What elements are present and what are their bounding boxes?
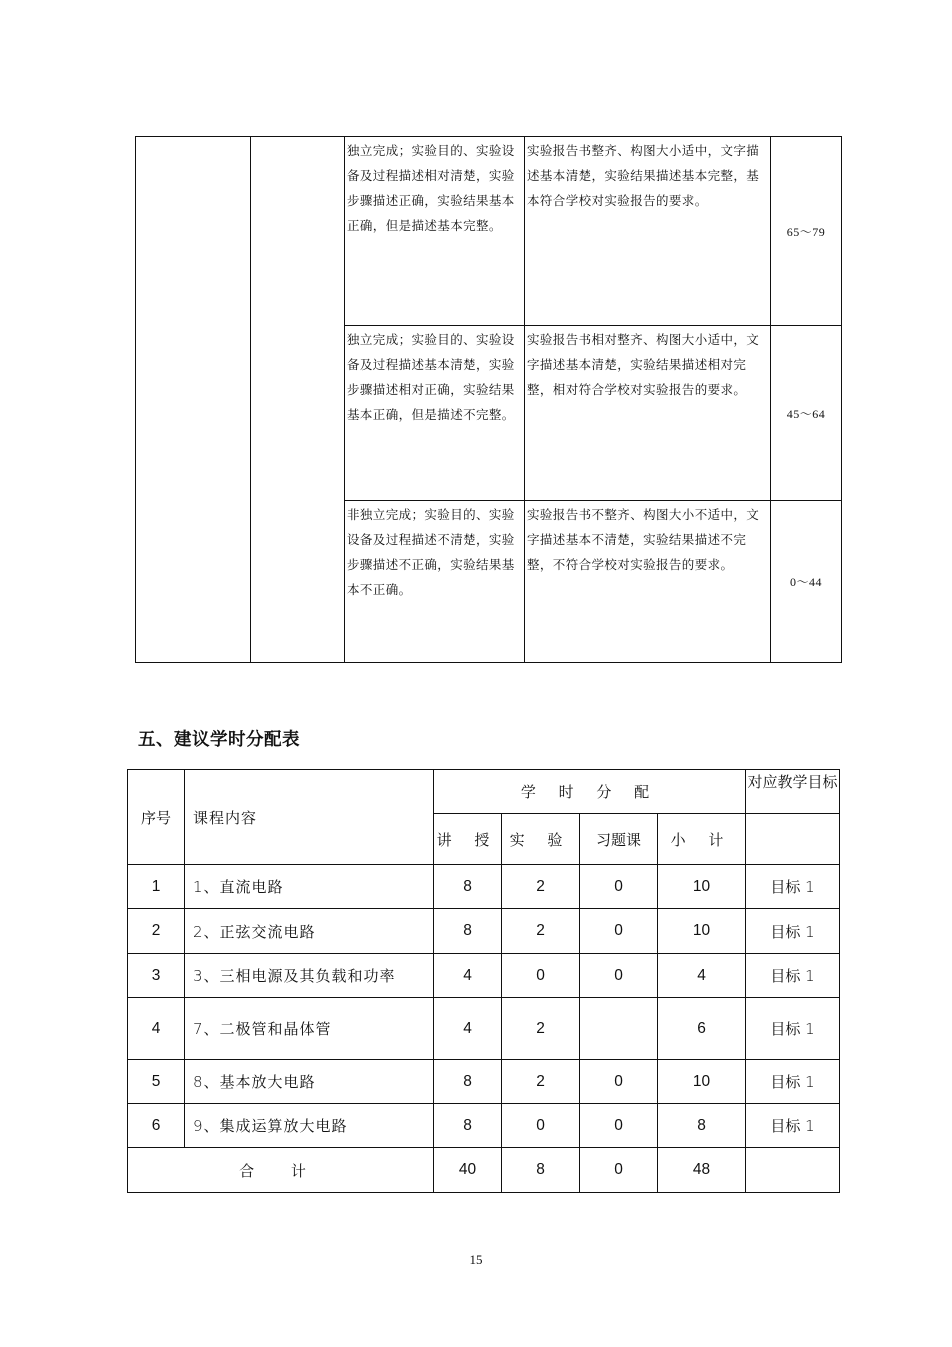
cell-experiment: 0: [502, 954, 580, 998]
cell-experiment: 0: [502, 1104, 580, 1148]
cell-content: 7、二极管和晶体管: [185, 998, 434, 1060]
rubric-report-desc: 实验报告书整齐、构图大小适中，文字描述基本清楚，实验结果描述基本完整，基本符合学校对实验报告的要求。: [525, 137, 771, 326]
total-exercise: 0: [580, 1148, 658, 1193]
cell-lecture: 4: [434, 998, 502, 1060]
cell-seq: 4: [128, 998, 185, 1060]
cell-experiment: 2: [502, 998, 580, 1060]
cell-goal: 目标 1: [746, 1060, 840, 1104]
cell-content: 3、三相电源及其负载和功率: [185, 954, 434, 998]
cell-exercise: 0: [580, 1060, 658, 1104]
header-goal-blank: [746, 814, 840, 865]
rubric-report-desc: 实验报告书不整齐、构图大小不适中，文字描述基本不清楚，实验结果描述不完整，不符合学校对实验报告的要求。: [525, 501, 771, 663]
cell-content: 8、基本放大电路: [185, 1060, 434, 1104]
cell-seq: 1: [128, 865, 185, 909]
rubric-score: 45～64: [771, 326, 842, 501]
header-lecture: 讲 授: [434, 814, 502, 865]
cell-exercise: 0: [580, 909, 658, 954]
total-experiment: 8: [502, 1148, 580, 1193]
rubric-process-desc: 独立完成；实验目的、实验设备及过程描述相对清楚，实验步骤描述正确，实验结果基本正确，但是描述基本完整。: [345, 137, 525, 326]
cell-lecture: 8: [434, 1060, 502, 1104]
total-row: [128, 1148, 840, 1193]
cell-experiment: 2: [502, 865, 580, 909]
cell-goal: 目标 1: [746, 1104, 840, 1148]
rubric-score: 0～44: [771, 501, 842, 663]
header-subtotal: 小 计: [658, 814, 746, 865]
cell-subtotal: 8: [658, 1104, 746, 1148]
cell-goal: 目标 1: [746, 909, 840, 954]
cell-seq: 5: [128, 1060, 185, 1104]
cell-subtotal: 10: [658, 865, 746, 909]
header-goal-text: 对应教学目标: [747, 773, 838, 791]
cell-experiment: 2: [502, 909, 580, 954]
cell-subtotal: 10: [658, 1060, 746, 1104]
cell-subtotal: 6: [658, 998, 746, 1060]
rubric-report-desc: 实验报告书相对整齐、构图大小适中，文字描述基本清楚，实验结果描述相对完整，相对符合学校对实验报告的要求。: [525, 326, 771, 501]
cell-exercise: 0: [580, 1104, 658, 1148]
table-row: [128, 1104, 840, 1148]
cell-seq: 3: [128, 954, 185, 998]
cell-lecture: 8: [434, 909, 502, 954]
cell-subtotal: 10: [658, 909, 746, 954]
cell-exercise: 0: [580, 954, 658, 998]
rubric-item-cell: [251, 137, 345, 663]
table-row: [128, 909, 840, 954]
total-goal: [746, 1148, 840, 1193]
cell-lecture: 8: [434, 1104, 502, 1148]
cell-content: 9、集成运算放大电路: [185, 1104, 434, 1148]
rubric-process-desc: 非独立完成；实验目的、实验设备及过程描述不清楚，实验步骤描述不正确，实验结果基本不正确。: [345, 501, 525, 663]
cell-exercise: 0: [580, 865, 658, 909]
lab-rubric-table: [135, 136, 842, 663]
table-row: [128, 865, 840, 909]
rubric-category-cell: [136, 137, 251, 663]
header-seq: 序号: [128, 770, 185, 865]
cell-content: 2、正弦交流电路: [185, 909, 434, 954]
section-title: 五、建议学时分配表: [138, 730, 300, 750]
table-row: [128, 954, 840, 998]
header-exercise: 习题课: [580, 814, 658, 865]
rubric-process-desc: 独立完成；实验目的、实验设备及过程描述基本清楚，实验步骤描述相对正确，实验结果基本正确，但是描述不完整。: [345, 326, 525, 501]
cell-exercise: [580, 998, 658, 1060]
cell-lecture: 8: [434, 865, 502, 909]
cell-seq: 6: [128, 1104, 185, 1148]
cell-goal: 目标 1: [746, 865, 840, 909]
header-goal: [746, 770, 840, 814]
table-row: [128, 998, 840, 1060]
cell-lecture: 4: [434, 954, 502, 998]
hours-allocation-table: [127, 769, 840, 1193]
page-number: 15: [469, 1252, 483, 1267]
total-subtotal: 48: [658, 1148, 746, 1193]
cell-goal: 目标 1: [746, 998, 840, 1060]
table-header-row: [128, 770, 840, 814]
header-experiment: 实 验: [502, 814, 580, 865]
header-content: 课程内容: [185, 770, 434, 865]
cell-subtotal: 4: [658, 954, 746, 998]
cell-content: 1、直流电路: [185, 865, 434, 909]
cell-experiment: 2: [502, 1060, 580, 1104]
cell-seq: 2: [128, 909, 185, 954]
rubric-row: [136, 137, 842, 326]
total-label: 合 计: [128, 1148, 434, 1193]
rubric-score: 65～79: [771, 137, 842, 326]
cell-goal: 目标 1: [746, 954, 840, 998]
header-allocation: 学 时 分 配: [434, 770, 746, 814]
table-row: [128, 1060, 840, 1104]
total-lecture: 40: [434, 1148, 502, 1193]
